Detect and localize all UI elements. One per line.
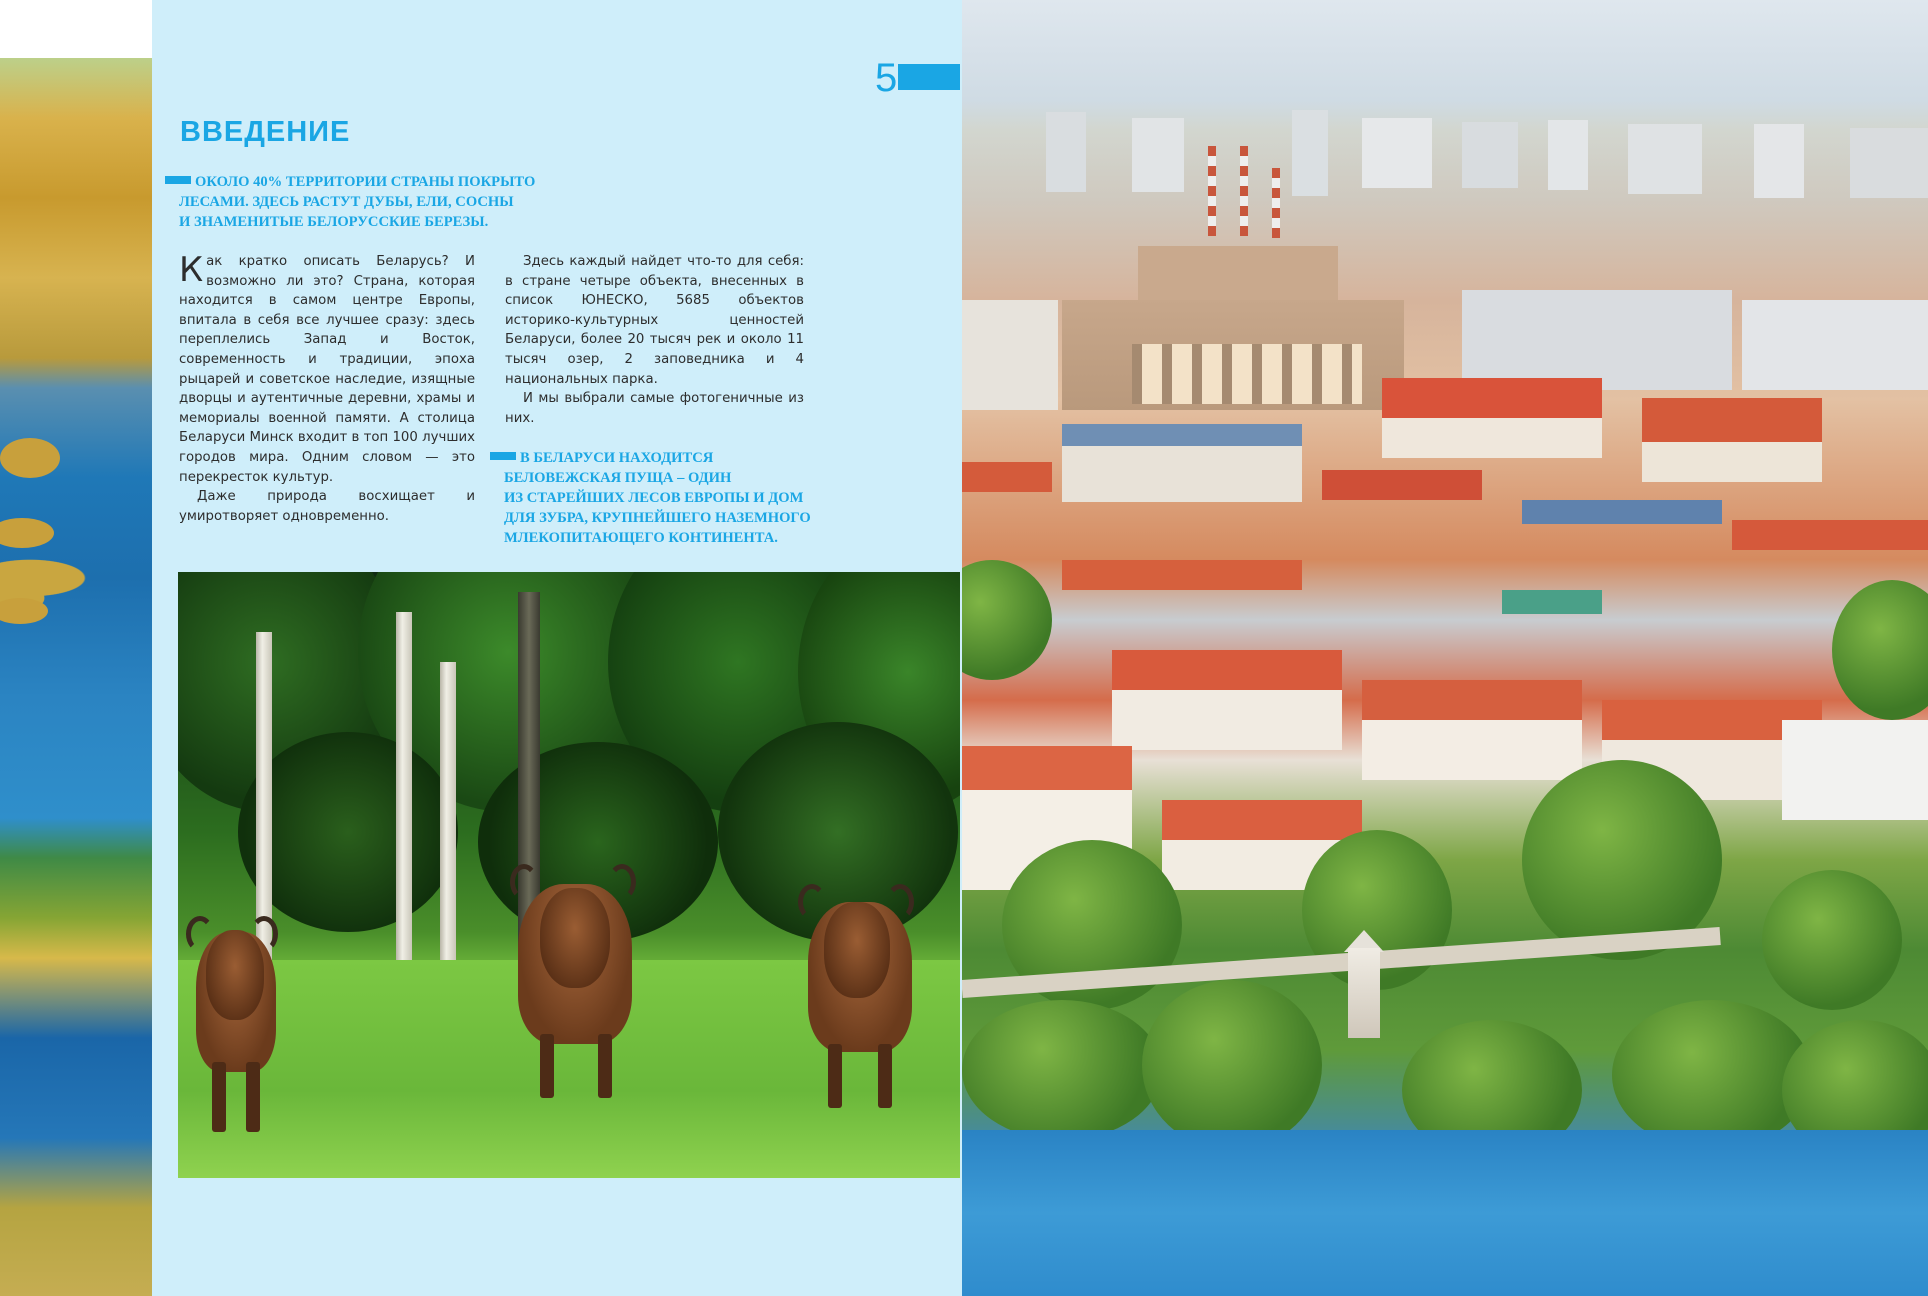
bison-leg <box>212 1062 226 1132</box>
island <box>0 518 54 548</box>
red-roof <box>962 746 1132 790</box>
bison <box>798 878 922 1118</box>
chimney <box>1272 168 1280 238</box>
wetland-photo <box>0 58 152 1296</box>
building <box>1362 118 1432 188</box>
red-roof <box>1322 470 1482 500</box>
building <box>1782 720 1928 820</box>
red-roof <box>962 462 1052 492</box>
chapel <box>1348 948 1380 1038</box>
lead-line: И ЗНАМЕНИТЫЕ БЕЛОРУССКИЕ БЕРЕЗЫ. <box>179 214 489 230</box>
city-photo <box>962 0 1928 1296</box>
body-paragraph: И мы выбрали самые фотогеничные из них. <box>505 391 804 426</box>
building <box>1382 418 1602 458</box>
building <box>1046 112 1086 192</box>
body-column-right <box>505 252 804 428</box>
blue-roof <box>1062 424 1302 446</box>
red-roof <box>1362 680 1582 720</box>
bison <box>510 864 640 1104</box>
green-roof <box>1502 590 1602 614</box>
tree <box>962 1000 1162 1140</box>
horn <box>510 864 538 900</box>
lead-marker <box>165 176 191 184</box>
red-roof <box>1382 378 1602 418</box>
chimney <box>1240 146 1248 236</box>
red-roof <box>1162 800 1362 840</box>
building <box>1462 122 1518 188</box>
building <box>1112 690 1342 750</box>
bison-leg <box>540 1034 554 1098</box>
tree <box>1762 870 1902 1010</box>
building <box>1548 120 1588 190</box>
building <box>1062 446 1302 502</box>
body-paragraph: Здесь каждый найдет что-то для себя: в стране четыре объекта, внесенных в список ЮНЕСКО, 5685 объектов историко-культурных ценностей Беларуси, более 20 тысяч рек и около 11 тысяч озер, 2 заповедника и 4 национальных парка. <box>505 254 804 387</box>
bison <box>186 902 286 1142</box>
bison-photo <box>178 572 960 1178</box>
quote-line: ДЛЯ ЗУБРА, КРУПНЕЙШЕГО НАЗЕМНОГО <box>504 510 811 526</box>
bison-head <box>206 930 264 1020</box>
building <box>962 300 1058 410</box>
building <box>1850 128 1928 198</box>
bison-head <box>540 888 610 988</box>
building <box>1742 300 1928 390</box>
birch-trunk <box>440 662 456 972</box>
quote-line: МЛЕКОПИТАЮЩЕГО КОНТИНЕНТА. <box>504 530 778 546</box>
quote-line: В БЕЛАРУСИ НАХОДИТСЯ <box>520 450 714 466</box>
island <box>0 598 48 624</box>
building <box>1462 290 1732 390</box>
quote-line: ИЗ СТАРЕЙШИХ ЛЕСОВ ЕВРОПЫ И ДОМ <box>504 490 804 506</box>
body-paragraph: Даже природа восхищает и умиротворяет одновременно. <box>179 489 475 524</box>
body-column-left <box>179 252 475 526</box>
birch-trunk <box>396 612 412 972</box>
tree <box>1142 980 1322 1150</box>
palace-columns <box>1132 344 1362 404</box>
lead-line: ОКОЛО 40% ТЕРРИТОРИИ СТРАНЫ ПОКРЫТО <box>195 174 536 190</box>
dropcap: К <box>179 250 204 290</box>
page-number-bar <box>898 64 960 90</box>
bison-leg <box>246 1062 260 1132</box>
bison-head <box>824 902 890 998</box>
lead-line: ЛЕСАМИ. ЗДЕСЬ РАСТУТ ДУБЫ, ЕЛИ, СОСНЫ <box>179 194 514 210</box>
tree <box>962 560 1052 680</box>
red-roof <box>1062 560 1302 590</box>
chimney <box>1208 146 1216 236</box>
page-title: ВВЕДЕНИЕ <box>180 116 351 148</box>
tree <box>1612 1000 1812 1150</box>
pull-quote <box>490 448 870 548</box>
quote-marker <box>490 452 516 460</box>
island <box>0 438 60 478</box>
building <box>1292 110 1328 196</box>
page-number: 5 <box>875 56 898 100</box>
building <box>1132 118 1184 192</box>
bison-leg <box>598 1034 612 1098</box>
building <box>1628 124 1702 194</box>
tree <box>1832 580 1928 720</box>
body-paragraph: Как кратко описать Беларусь? И возможно ли это? Страна, которая находится в самом центре Европы, впитала в себя все лучшее сразу: здесь переплелись Запад и Восток, современность и традиции, эпоха рыцарей и советское наследие, изящные дворцы и аутентичные деревни, храмы и мемориалы военной памяти. А столица Беларуси Минск входит в топ 100 лучших городов мира. Одним словом — это перекресток культур. <box>179 250 475 485</box>
red-roof <box>1642 398 1822 442</box>
building <box>1754 124 1804 198</box>
blue-roof <box>1522 500 1722 524</box>
bison-leg <box>828 1044 842 1108</box>
river <box>962 1130 1928 1296</box>
bison-leg <box>878 1044 892 1108</box>
horn <box>798 884 826 920</box>
red-roof <box>1112 650 1342 690</box>
building <box>1362 720 1582 780</box>
quote-line: БЕЛОВЕЖСКАЯ ПУЩА – ОДИН <box>504 470 732 486</box>
building <box>1642 442 1822 482</box>
red-roof <box>1732 520 1928 550</box>
wetland-photo-strip <box>0 0 152 1296</box>
lead-paragraph <box>165 172 605 232</box>
